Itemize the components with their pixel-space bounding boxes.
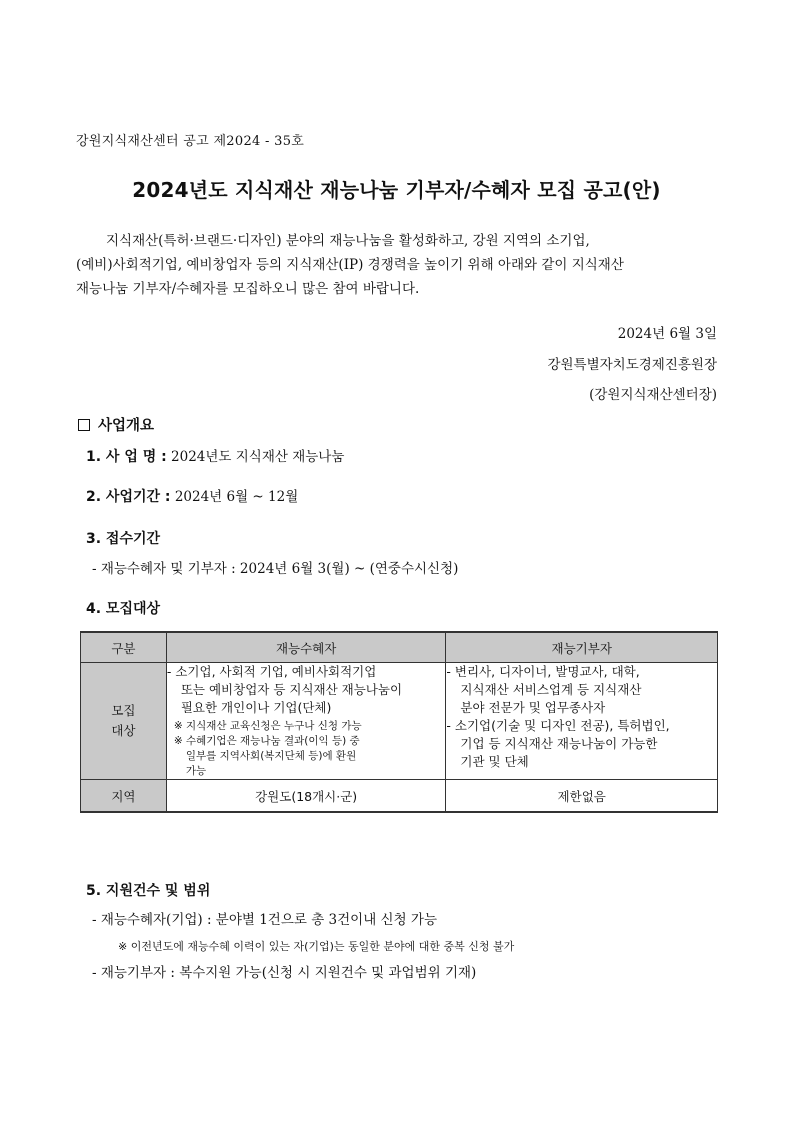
item1-label: 1. 사 업 명 : (86, 449, 167, 465)
section-heading (78, 414, 154, 435)
donor-region-cell: 제한없음 (446, 780, 718, 813)
item2-value: 2024년 6월 ~ 12월 (174, 489, 299, 505)
row-label-line-1: 모집 (111, 703, 136, 718)
recipient-region-cell: 강원도(18개시·군) (166, 780, 446, 813)
item5-note: ※ 이전년도에 재능수혜 이력이 있는 자(기업)는 동일한 분야에 대한 중복 신청 불가 (118, 940, 515, 953)
table-header-row (81, 632, 718, 663)
intro-line-2: (예비)사회적기업, 예비창업자 등의 지식재산(IP) 경쟁력을 높이기 위해 아래와 같이 지식재산 (76, 257, 624, 273)
item-support-scope (86, 880, 210, 900)
recipient-line-1: - 소기업, 사회적 기업, 예비사회적기업 (166, 664, 377, 679)
donor-line-2: 지식재산 서비스업계 등 지식재산 (460, 682, 642, 697)
header-donor: 재능기부자 (446, 632, 718, 663)
square-bullet-icon (78, 419, 90, 431)
item5-label: 5. 지원건수 및 범위 (86, 883, 211, 899)
signature-sub-org: (강원지식재산센터장) (589, 387, 717, 403)
recruit-table (80, 631, 718, 813)
recipient-note-2c: 가능 (185, 765, 207, 777)
item1-value: 2024년도 지식재산 재능나눔 (171, 449, 345, 465)
item4-label: 4. 모집대상 (86, 601, 161, 617)
row-label-region: 지역 (81, 780, 167, 813)
item-recruit-target (86, 598, 160, 618)
intro-line-3: 재능나눔 기부자/수혜자를 모집하오니 많은 참여 바랍니다. (76, 281, 420, 297)
item-project-period (86, 485, 298, 506)
recipient-line-2: 또는 예비창업자 등 지식재산 재능나눔이 (180, 682, 403, 697)
notice-number: 강원지식재산센터 공고 제2024 - 35호 (76, 134, 305, 149)
recipient-note-1: ※ 지식재산 교육신청은 누구나 신청 가능 (173, 720, 362, 732)
item-project-name (86, 445, 344, 466)
item3-detail: - 재능수혜자 및 기부자 : 2024년 6월 3(월) ~ (연중수시신청) (92, 561, 459, 577)
item2-label: 2. 사업기간 : (86, 489, 171, 505)
item-receipt-period (86, 528, 160, 548)
recipient-note-2b: 일부를 지역사회(복지단체 등)에 환원 (185, 750, 357, 762)
row-label-target (81, 663, 167, 780)
header-recipient: 재능수혜자 (166, 632, 446, 663)
section-heading-text: 사업개요 (98, 418, 155, 434)
donor-line-1: - 변리사, 디자이너, 발명교사, 대학, (446, 664, 640, 679)
signature-date: 2024년 6월 3일 (617, 326, 717, 342)
donor-target-cell (446, 663, 718, 780)
donor-line-3: 분야 전문가 및 업무종사자 (460, 700, 606, 715)
table-row (81, 780, 718, 813)
row-label-line-2: 대상 (111, 723, 136, 738)
recipient-note-2a: ※ 수혜기업은 재능나눔 결과(이익 등) 중 (173, 735, 360, 747)
donor-line-4: - 소기업(기술 및 디자인 전공), 특허법인, (446, 718, 670, 733)
item5-detail-2: - 재능기부자 : 복수지원 가능(신청 시 지원건수 및 과업범위 기재) (92, 965, 477, 981)
recipient-target-cell (166, 663, 446, 780)
document-title: 2024년도 지식재산 재능나눔 기부자/수혜자 모집 공고(안) (132, 178, 661, 202)
item5-detail-1: - 재능수혜자(기업) : 분야별 1건으로 총 3건이내 신청 가능 (92, 912, 438, 928)
header-category: 구분 (81, 632, 167, 663)
intro-paragraph (76, 229, 718, 301)
item3-label: 3. 접수기간 (86, 531, 161, 547)
table-row (81, 663, 718, 780)
intro-line-1: 지식재산(특허·브랜드·디자인) 분야의 재능나눔을 활성화하고, 강원 지역의 소기업, (106, 233, 590, 249)
signature-org: 강원특별자치도경제진흥원장 (547, 357, 717, 373)
donor-line-5: 기업 등 지식재산 재능나눔이 가능한 (460, 736, 658, 751)
recipient-line-3: 필요한 개인이나 기업(단체) (180, 700, 332, 715)
donor-line-6: 기관 및 단체 (460, 754, 529, 769)
